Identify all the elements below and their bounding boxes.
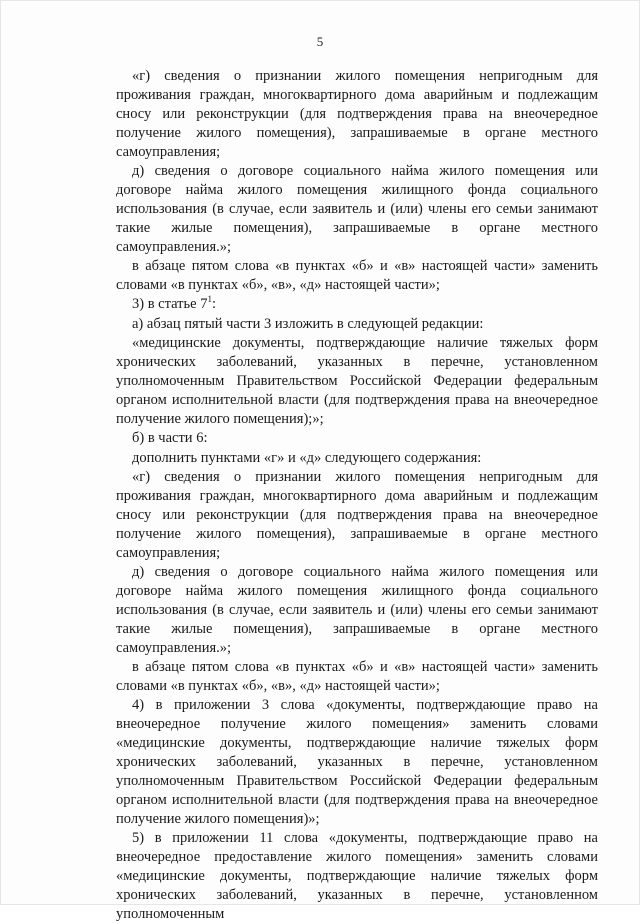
paragraph: 5) в приложении 11 слова «документы, подтверждающие право на внеочередное предоставление жилого помещения» заменить словами «медицинские документы, подтверждающие наличие тяжелых форм хронических заболеваний, указанных в перечне, установленном уполномоченным (116, 830, 598, 922)
article-heading-suffix: : (211, 296, 216, 313)
article-superscript: 1 (207, 294, 212, 305)
paragraph: дополнить пунктами «г» и «д» следующего содержания: (132, 449, 482, 466)
paragraph: a) абзац пятый части 3 изложить в следующей редакции: (132, 315, 484, 332)
article-heading-text: 3) в статье 7 (132, 296, 208, 313)
paragraph: «медицинские документы, подтверждающие наличие тяжелых форм хронических заболеваний, указанных в перечне, установленном уполномоченным Правительством Российской Федерации федеральным органом исполнительной власти (для подтверждения права на внеочередное получение жилого помещения);»; (116, 335, 598, 427)
paragraph: д) сведения о договоре социального найма жилого помещения или договоре найма жилого помещения жилищного фонда социального использования (в случае, если заявитель и (или) члены его семьи занимают такие жилые помещения), запрашиваемые в органе местного самоуправления.»; (116, 163, 598, 255)
paragraph: «г) сведения о признании жилого помещения непригодным для проживания граждан, многоквартирного дома аварийным и подлежащим сносу или реконструкции (для подтверждения права на внеочередное получение жилого помещения), запрашиваемые в органе местного самоуправления; (116, 68, 598, 160)
paragraph: б) в части 6: (132, 430, 208, 447)
document-body (116, 67, 598, 924)
paragraph: в абзаце пятом слова «в пунктах «б» и «в» настоящей части» заменить словами «в пунктах «б», «в», «д» настоящей части»; (116, 659, 598, 694)
paragraph: 4) в приложении 3 слова «документы, подтверждающие право на внеочередное получение жилого помещения» заменить словами «медицинские документы, подтверждающие наличие тяжелых форм хронических заболеваний, указанных в перечне, установленном уполномоченным Правительством Российской Федерации федеральным органом исполнительной власти (для подтверждения права на внеочередное получение жилого помещения)»; (116, 697, 598, 827)
page-number: 5 (316, 34, 324, 49)
paragraph: «г) сведения о признании жилого помещения непригодным для проживания граждан, многоквартирного дома аварийным и подлежащим сносу или реконструкции (для подтверждения права на внеочередное получение жилого помещения), запрашиваемые в органе местного самоуправления; (116, 469, 598, 561)
paragraph: в абзаце пятом слова «в пунктах «б» и «в» настоящей части» заменить словами «в пунктах «б», «в», «д» настоящей части»; (116, 258, 598, 293)
article-heading (116, 295, 598, 314)
paragraph: д) сведения о договоре социального найма жилого помещения или договоре найма жилого помещения жилищного фонда социального использования (в случае, если заявитель и (или) члены его семьи занимают такие жилые помещения), запрашиваемые в органе местного самоуправления.»; (116, 564, 598, 656)
